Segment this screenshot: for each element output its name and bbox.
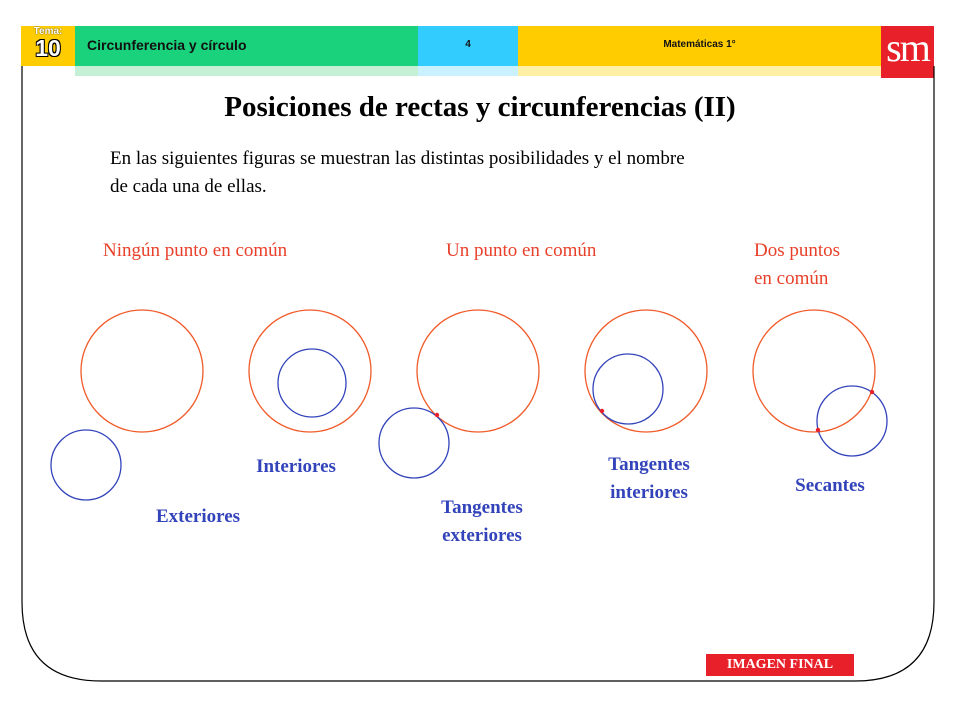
category-none: Ningún punto en común [103, 240, 288, 261]
label-interiores: Interiores [256, 456, 336, 477]
label-tangentes-exteriores-line-2: exteriores [442, 525, 522, 546]
label-tangentes-exteriores-line-1: Tangentes [441, 497, 523, 518]
small-circle [817, 386, 887, 456]
big-circle [81, 310, 203, 432]
small-circle [278, 349, 346, 417]
small-circle [593, 354, 663, 424]
tema-label: Tema: [33, 26, 63, 37]
subject-title: Matemáticas 1° [518, 26, 881, 66]
label-exteriores: Exteriores [155, 506, 241, 527]
imagen-final-button[interactable]: IMAGEN FINAL [706, 654, 854, 676]
figure-exteriores [51, 310, 203, 500]
intersection-point [870, 390, 874, 394]
label-tangentes-exteriores [412, 494, 552, 550]
small-circle [379, 408, 449, 478]
category-two-line-1: Dos puntos [754, 240, 841, 261]
figure-tangentes-exteriores [379, 310, 539, 478]
big-circle [753, 310, 875, 432]
figure-interiores [249, 310, 371, 432]
intro-line-2: de cada una de ellas. [110, 176, 267, 197]
intro-line-1: En las siguientes figuras se muestran las distintas posibilidades y el nombre [110, 148, 685, 169]
tangent-point [435, 413, 439, 417]
sm-logo: sm [881, 26, 934, 78]
tangent-point [600, 409, 604, 413]
topic-title: Circunferencia y círculo [75, 26, 418, 66]
label-tangentes-interiores-line-2: interiores [610, 482, 688, 503]
category-one: Un punto en común [446, 240, 597, 261]
small-circle [51, 430, 121, 500]
page-number: 4 [418, 26, 518, 66]
figure-secantes [753, 310, 887, 456]
page-title: Posiciones de rectas y circunferencias (II) [224, 91, 736, 123]
big-circle [249, 310, 371, 432]
label-tangentes-interiores-line-1: Tangentes [608, 454, 690, 475]
tema-number: 10 [35, 35, 61, 61]
label-tangentes-interiores [579, 451, 719, 507]
category-two-line-2: en común [754, 268, 829, 289]
label-secantes: Secantes [795, 475, 865, 496]
figure-tangentes-interiores [585, 310, 707, 432]
intersection-point [816, 428, 820, 432]
